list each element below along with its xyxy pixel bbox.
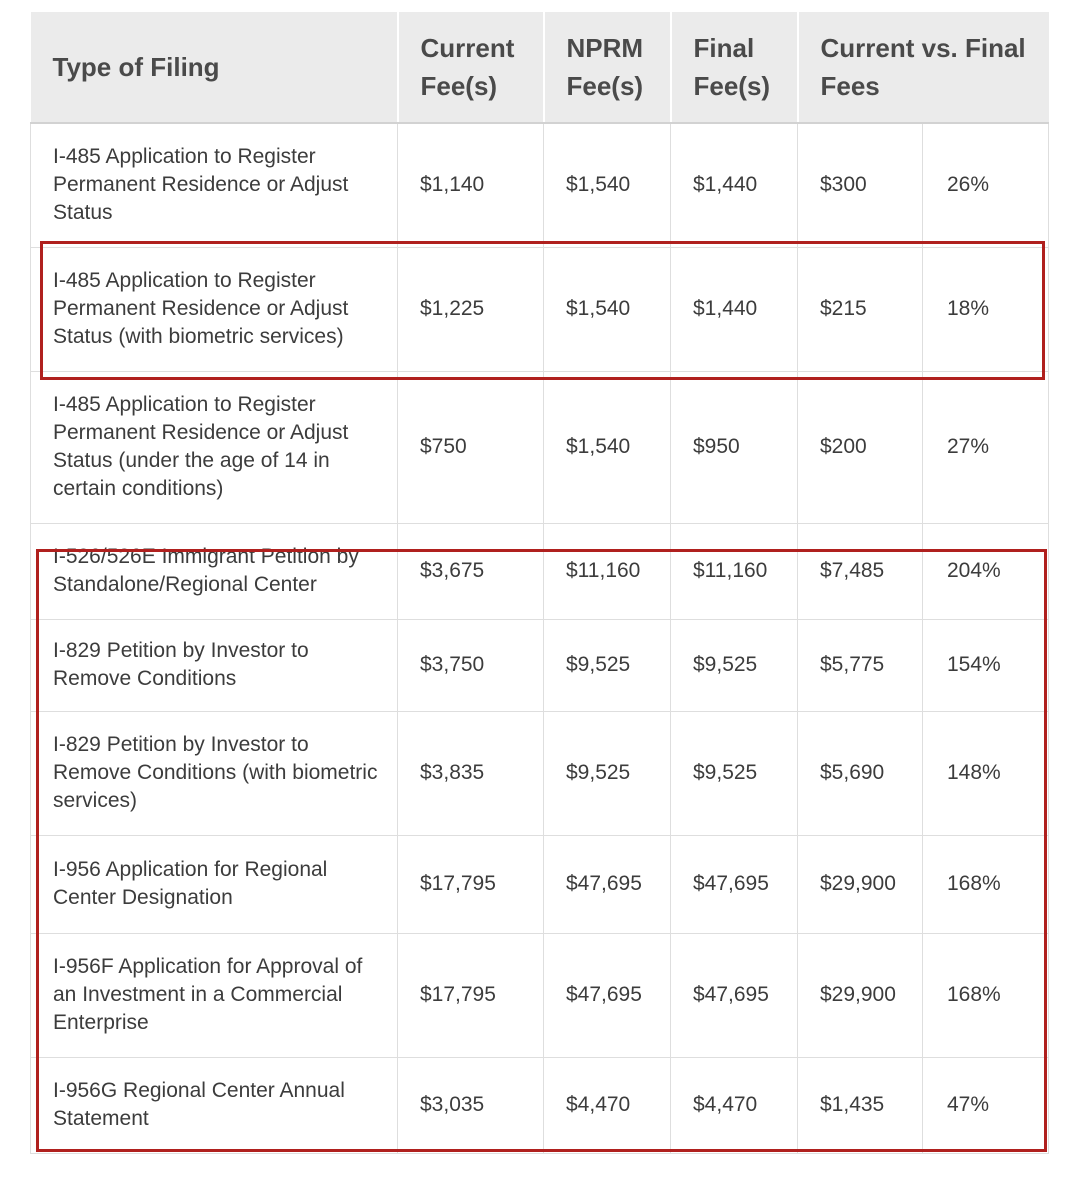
percent-change-cell: 168% xyxy=(923,933,1049,1057)
final-fee-cell: $11,160 xyxy=(671,523,798,619)
table-row xyxy=(31,1057,1049,1153)
filing-type-cell: I-485 Application to Register Permanent Residence or Adjust Status (with biometric services) xyxy=(31,247,398,371)
percent-change-cell: 168% xyxy=(923,835,1049,933)
nprm-fee-cell: $47,695 xyxy=(544,835,671,933)
header-current-fees: Current Fee(s) xyxy=(398,12,544,123)
percent-change-cell: 47% xyxy=(923,1057,1049,1153)
filing-type-cell: I-829 Petition by Investor to Remove Conditions (with biometric services) xyxy=(31,711,398,835)
nprm-fee-cell: $11,160 xyxy=(544,523,671,619)
nprm-fee-cell: $1,540 xyxy=(544,123,671,247)
filing-type-cell: I-956F Application for Approval of an Investment in a Commercial Enterprise xyxy=(31,933,398,1057)
final-fee-cell: $1,440 xyxy=(671,247,798,371)
header-current-vs-final-fees: Current vs. Final Fees xyxy=(798,12,1049,123)
final-fee-cell: $47,695 xyxy=(671,835,798,933)
nprm-fee-cell: $1,540 xyxy=(544,247,671,371)
final-fee-cell: $1,440 xyxy=(671,123,798,247)
fee-difference-cell: $5,690 xyxy=(798,711,923,835)
header-row xyxy=(31,12,1049,123)
fee-difference-cell: $7,485 xyxy=(798,523,923,619)
final-fee-cell: $950 xyxy=(671,371,798,523)
nprm-fee-cell: $9,525 xyxy=(544,711,671,835)
current-fee-cell: $17,795 xyxy=(398,835,544,933)
header-final-fees: Final Fee(s) xyxy=(671,12,798,123)
nprm-fee-cell: $4,470 xyxy=(544,1057,671,1153)
fee-difference-cell: $215 xyxy=(798,247,923,371)
current-fee-cell: $1,140 xyxy=(398,123,544,247)
percent-change-cell: 148% xyxy=(923,711,1049,835)
final-fee-cell: $4,470 xyxy=(671,1057,798,1153)
current-fee-cell: $1,225 xyxy=(398,247,544,371)
fee-difference-cell: $200 xyxy=(798,371,923,523)
table-row xyxy=(31,619,1049,711)
percent-change-cell: 26% xyxy=(923,123,1049,247)
table-row xyxy=(31,523,1049,619)
percent-change-cell: 27% xyxy=(923,371,1049,523)
current-fee-cell: $3,835 xyxy=(398,711,544,835)
filing-type-cell: I-485 Application to Register Permanent Residence or Adjust Status (under the age of 14 in certain conditions) xyxy=(31,371,398,523)
filing-type-cell: I-526/526E Immigrant Petition by Standalone/Regional Center xyxy=(31,523,398,619)
current-fee-cell: $3,035 xyxy=(398,1057,544,1153)
final-fee-cell: $9,525 xyxy=(671,619,798,711)
fee-difference-cell: $1,435 xyxy=(798,1057,923,1153)
final-fee-cell: $9,525 xyxy=(671,711,798,835)
percent-change-cell: 154% xyxy=(923,619,1049,711)
nprm-fee-cell: $9,525 xyxy=(544,619,671,711)
nprm-fee-cell: $1,540 xyxy=(544,371,671,523)
current-fee-cell: $17,795 xyxy=(398,933,544,1057)
table-row xyxy=(31,711,1049,835)
header-type-of-filing: Type of Filing xyxy=(31,12,398,123)
filing-type-cell: I-956 Application for Regional Center Designation xyxy=(31,835,398,933)
percent-change-cell: 18% xyxy=(923,247,1049,371)
header-nprm-fees: NPRM Fee(s) xyxy=(544,12,671,123)
nprm-fee-cell: $47,695 xyxy=(544,933,671,1057)
fee-difference-cell: $29,900 xyxy=(798,933,923,1057)
table-row xyxy=(31,371,1049,523)
fee-difference-cell: $300 xyxy=(798,123,923,247)
table-row xyxy=(31,123,1049,247)
fee-comparison-table xyxy=(30,12,1049,1154)
current-fee-cell: $3,750 xyxy=(398,619,544,711)
final-fee-cell: $47,695 xyxy=(671,933,798,1057)
fee-difference-cell: $29,900 xyxy=(798,835,923,933)
table-row xyxy=(31,933,1049,1057)
filing-type-cell: I-485 Application to Register Permanent Residence or Adjust Status xyxy=(31,123,398,247)
table-row xyxy=(31,247,1049,371)
fee-difference-cell: $5,775 xyxy=(798,619,923,711)
current-fee-cell: $750 xyxy=(398,371,544,523)
percent-change-cell: 204% xyxy=(923,523,1049,619)
current-fee-cell: $3,675 xyxy=(398,523,544,619)
filing-type-cell: I-829 Petition by Investor to Remove Conditions xyxy=(31,619,398,711)
filing-type-cell: I-956G Regional Center Annual Statement xyxy=(31,1057,398,1153)
table-row xyxy=(31,835,1049,933)
